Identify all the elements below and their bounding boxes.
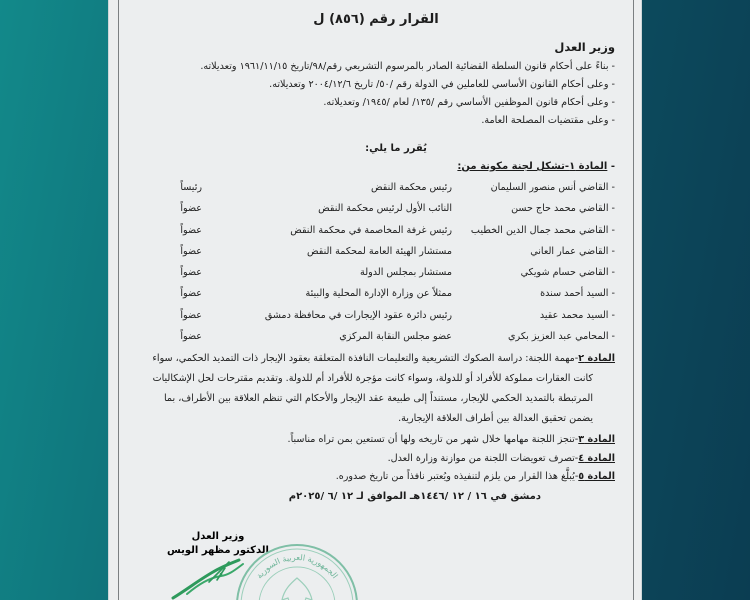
article-2 [131, 349, 615, 429]
member-role: رئيساً [180, 182, 202, 193]
article-1-label: المادة ١-تشكل لجنة مكونة من: [457, 161, 608, 172]
article-2-text: -مهمة اللجنة: دراسة الصكوك التشريعية والتعليمات النافذة المتعلقة بعقود الإيجار ذات التمديد الحكمي، سواء [152, 353, 579, 364]
articles-3-to-5 [131, 431, 615, 487]
article-2-line: يضمن تحقيق العدالة بين أطراف العلاقة الإيجارية. [398, 413, 593, 424]
article-2-line: المرتبطة بالتمديد الحكمي للإيجار، مستنداً إلى طبيعة عقد الإيجار والأحكام التي تنظم العلاقة بين الأطراف، بما [164, 393, 593, 404]
member-role: عضواً [180, 224, 202, 236]
article-3-text: -تنجز اللجنة مهامها خلال شهر من تاريخه ولها أن تستعين بمن تراه مناسباً. [287, 434, 579, 445]
member-name: - المحامي عبد العزيز بكري [508, 331, 615, 343]
member-role: عضواً [180, 245, 202, 257]
article-2-label: المادة ٢ [578, 353, 615, 364]
document-page [108, 0, 642, 600]
member-role: عضواً [180, 309, 202, 321]
article-5-label: المادة ٥ [578, 471, 615, 482]
article-1-heading [457, 161, 615, 172]
preamble-line: - وعلى مقتضيات المصلحة العامة. [481, 115, 615, 126]
article-2-line: كانت العقارات مملوكة للأفراد أو للدولة، وسواء كانت مؤجرة للأفراد أم للدولة. وتقديم مقترحات لحل الإشكاليات [152, 373, 593, 384]
member-row [135, 220, 615, 241]
article-4 [131, 450, 615, 469]
member-position: مستشار الهيئة العامة لمحكمة النقض [306, 245, 452, 257]
member-name: - القاضي عمار العاني [530, 245, 615, 257]
preamble [135, 58, 615, 130]
issue-date-line: دمشق في ١٦ / ١٢ /١٤٤٦هـ الموافق لـ ١٢ /٦ /٢٠٢٥م [288, 491, 541, 502]
article-4-text: -تصرف تعويضات اللجنة من موازنة وزارة العدل. [387, 452, 579, 464]
member-row [135, 262, 615, 283]
document-content [129, 0, 623, 600]
member-position: عضو مجلس النقابة المركزي [339, 331, 452, 343]
article-5-text: -يُبلَّغ هذا القرار من يلزم لتنفيذه ويُعتبر نافذاً من تاريخ صدوره. [335, 471, 579, 482]
preamble-line: - بناءً على أحكام قانون السلطة القضائية الصادر بالمرسوم التشريعي رقم/٩٨/تاريخ ١٩٦١/١١/١٥ وتعديلاته. [200, 61, 615, 72]
official-seal [232, 540, 362, 600]
article-3-label: المادة ٣ [578, 434, 615, 445]
member-row [135, 198, 615, 219]
member-position: مستشار بمجلس الدولة [360, 267, 452, 279]
member-row [135, 326, 615, 347]
member-position: رئيس دائرة عقود الإيجارات في محافظة دمشق [264, 309, 452, 321]
signatory-name: الدكتور مظهر الويس [167, 545, 269, 556]
committee-members-list [135, 177, 615, 347]
member-role: عضواً [180, 267, 202, 279]
member-name: - القاضي حسام شويكي [520, 267, 615, 279]
article-1-prefix: - [607, 161, 615, 172]
article-5 [131, 468, 615, 487]
member-role: عضواً [180, 203, 202, 215]
member-row [135, 283, 615, 304]
member-position: ممثلاً عن وزارة الإدارة المحلية والبيئة [305, 288, 452, 300]
article-3 [131, 431, 615, 450]
member-name: - السيد محمد عقيد [539, 309, 615, 321]
member-position: النائب الأول لرئيس محكمة النقض [318, 203, 452, 215]
member-role: عضواً [180, 331, 202, 343]
member-position: رئيس محكمة النقض [371, 182, 452, 193]
decision-title: القرار رقم (٨٥٦) ل [313, 12, 439, 27]
member-name: - القاضي أنس منصور السليمان [490, 182, 615, 193]
signatory-title: وزير العدل [191, 531, 245, 542]
member-name: - القاضي محمد حاج حسن [511, 203, 615, 215]
member-role: عضواً [180, 288, 202, 300]
preamble-line: - وعلى أحكام القانون الأساسي للعاملين في الدولة رقم /٥٠/ تاريخ ٢٠٠٤/١٢/٦ وتعديلاته. [269, 79, 615, 90]
member-position: رئيس غرفة المخاصمة في محكمة النقض [290, 224, 452, 236]
article-4-label: المادة ٤ [578, 452, 615, 464]
member-row [135, 177, 615, 198]
article-2-line [131, 349, 615, 369]
member-row [135, 241, 615, 262]
preamble-line: - وعلى أحكام قانون الموظفين الأساسي رقم /١٣٥/ لعام /١٩٤٥/ وتعديلاته. [323, 97, 615, 108]
issuer-heading: وزير العدل [554, 40, 615, 54]
member-name: - السيد أحمد سندة [540, 288, 615, 300]
member-name: - القاضي محمد جمال الدين الخطيب [470, 224, 615, 236]
seal-text: الجمهورية العربية السورية [254, 552, 340, 581]
member-row [135, 305, 615, 326]
decides-heading: يُقرر ما يلي: [365, 143, 427, 154]
